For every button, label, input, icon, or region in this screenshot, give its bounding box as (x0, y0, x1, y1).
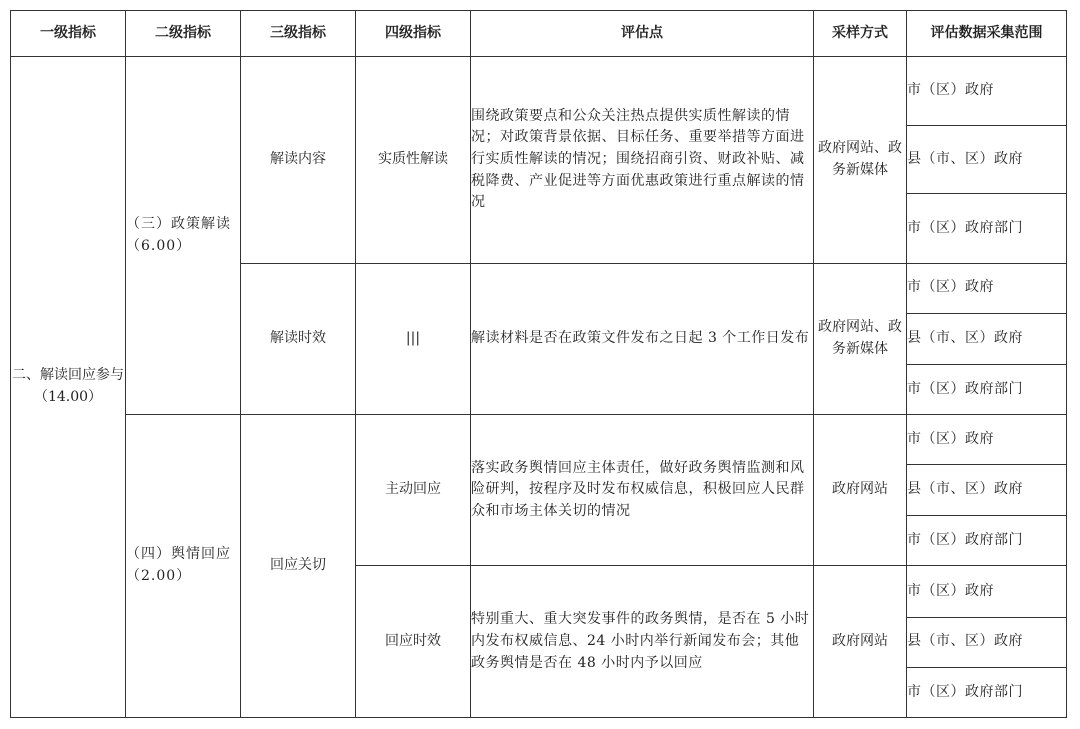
level4-cell: ||| (356, 263, 471, 414)
level4-cell: 实质性解读 (356, 57, 471, 264)
level1-cell: 二、解读回应参与（14.00） (11, 57, 126, 718)
point-cell: 特别重大、重大突发事件的政务舆情，是否在 5 小时内发布权威信息、24 小时内举行新闻发布会；其他政务舆情是否在 48 小时内予以回应 (471, 566, 814, 718)
method-cell: 政府网站 (814, 415, 907, 566)
level4-cell: 主动回应 (356, 415, 471, 566)
indicator-table (10, 10, 1067, 718)
scope-cell: 市（区）政府部门 (907, 364, 1067, 414)
scope-cell: 市（区）政府 (907, 415, 1067, 465)
level2-cell: （四）舆情回应（2.00） (126, 415, 241, 718)
method-cell: 政府网站、政务新媒体 (814, 263, 907, 414)
level4-cell: 回应时效 (356, 566, 471, 718)
scope-cell: 县（市、区）政府 (907, 617, 1067, 667)
header-point: 评估点 (471, 11, 814, 57)
scope-cell: 市（区）政府 (907, 566, 1067, 617)
table-row (11, 57, 1067, 126)
level2-cell: （三）政策解读（6.00） (126, 57, 241, 415)
header-level1: 一级指标 (11, 11, 126, 57)
header-level2: 二级指标 (126, 11, 241, 57)
scope-cell: 市（区）政府 (907, 57, 1067, 126)
table-row (11, 415, 1067, 465)
method-cell: 政府网站、政务新媒体 (814, 57, 907, 264)
point-cell: 解读材料是否在政策文件发布之日起 3 个工作日发布 (471, 263, 814, 414)
header-method: 采样方式 (814, 11, 907, 57)
header-level3: 三级指标 (241, 11, 356, 57)
level3-cell: 解读时效 (241, 263, 356, 414)
level3-cell: 回应关切 (241, 415, 356, 718)
scope-cell: 市（区）政府部门 (907, 667, 1067, 717)
method-cell: 政府网站 (814, 566, 907, 718)
scope-cell: 市（区）政府部门 (907, 194, 1067, 263)
point-cell: 落实政务舆情回应主体责任，做好政务舆情监测和风险研判，按程序及时发布权威信息，积极回应人民群众和市场主体关切的情况 (471, 415, 814, 566)
scope-cell: 市（区）政府部门 (907, 516, 1067, 566)
scope-cell: 县（市、区）政府 (907, 126, 1067, 194)
scope-cell: 县（市、区）政府 (907, 313, 1067, 364)
point-cell: 围绕政策要点和公众关注热点提供实质性解读的情况；对政策背景依据、目标任务、重要举措等方面进行实质性解读的情况；围绕招商引资、财政补贴、减税降费、产业促进等方面优惠政策进行重点解读的情况 (471, 57, 814, 264)
header-scope: 评估数据采集范围 (907, 11, 1067, 57)
level3-cell: 解读内容 (241, 57, 356, 264)
scope-cell: 市（区）政府 (907, 263, 1067, 313)
header-level4: 四级指标 (356, 11, 471, 57)
header-row (11, 11, 1067, 57)
scope-cell: 县（市、区）政府 (907, 465, 1067, 516)
